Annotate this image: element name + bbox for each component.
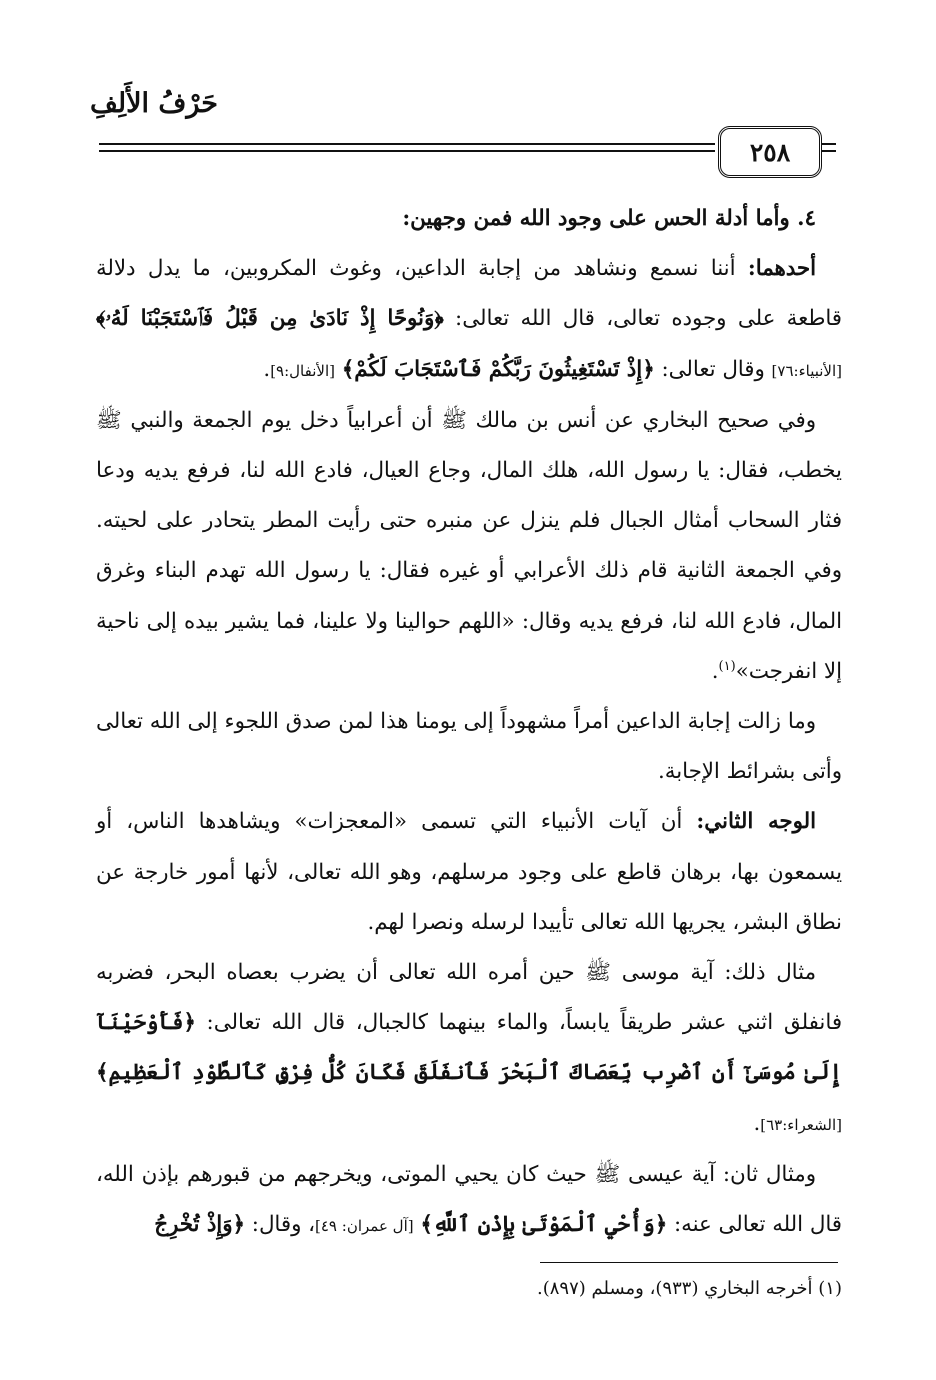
verse-reference: [الأنفال:٩] [270, 361, 335, 380]
punctuation: . [263, 356, 271, 382]
paragraph [96, 396, 842, 697]
paragraph-lead: الوجه الثاني: [696, 809, 816, 835]
footnote-divider [540, 1262, 838, 1263]
header-rule [99, 143, 715, 145]
punctuation: . [753, 1110, 761, 1136]
footnote: (١) أخرجه البخاري (٩٣٣)، ومسلم (٨٩٧). [537, 1278, 842, 1299]
section-heading: ٤. وأما أدلة الحس على وجود الله فمن وجهين: [402, 206, 816, 231]
chapter-title: حَرْفُ الأَلِفِ [89, 88, 218, 119]
paragraph-lead: أحدهما: [747, 256, 816, 282]
header-rule [822, 143, 836, 145]
paragraph-text: ومثال ثان: آية عيسى ﷺ حيث كان يحيي الموتى، ويخرجهم من قبورهم بإذن الله، قال الله تعالى عنه: [96, 1161, 842, 1238]
quran-verse: ﴿وَأُحْيِ ٱلْمَوْتَىٰ بِإِذْنِ ٱللَّهِ﴾ [420, 1212, 668, 1238]
header-rule [99, 150, 715, 152]
paragraph-text: مثال ذلك: آية موسى ﷺ حين أمره الله تعالى أن يضرب بعصاه البحر، فضربه فانفلق اثني عشر طريقاً يابساً، والماء بينهما كالجبال، قال الله تعالى: [96, 960, 842, 1036]
quran-verse: ﴿إِذْ تَسْتَغِيثُونَ رَبَّكُمْ فَٱسْتَجَابَ لَكُمْ﴾ [341, 356, 655, 382]
punctuation: . [711, 658, 719, 684]
paragraph [96, 244, 842, 396]
paragraph: وما زالت إجابة الداعين أمراً مشهوداً إلى يومنا هذا لمن صدق اللجوء إلى الله تعالى وأتى بشرائط الإجابة. [96, 709, 842, 785]
paragraph-text: أن آيات الأنبياء التي تسمى «المعجزات» ويشاهدها الناس، أو يسمعون بها، برهان قاطع على وجود مرسلهم، وهو الله تعالى، لأنها أمور خارجة عن نطاق البشر، يجريها الله تعالى تأييدا لرسله ونصرا لهم. [96, 809, 842, 935]
quran-verse: ﴿وَإِذْ تُخْرِجُ [154, 1212, 245, 1238]
verse-reference: [آل عمران: ٤٩] [315, 1217, 414, 1236]
page-number: ٢٥٨ [718, 126, 822, 178]
paragraph-text: وقال تعالى: [654, 356, 772, 382]
header-rule [822, 150, 836, 152]
verse-reference: [الشعراء:٦٣] [760, 1115, 842, 1134]
main-text [96, 194, 842, 1251]
verse-reference: [الأنبياء:٧٦] [771, 361, 842, 380]
paragraph-text: وفي صحيح البخاري عن أنس بن مالك ﷺ أن أعرابياً دخل يوم الجمعة والنبي ﷺ يخطب، فقال: يا رسول الله، هلك المال، وجاع العيال، فادع الله لنا، فرفع يديه ودعا فثار السحاب أمثال الجبال فلم ينزل عن منبره حتى رأيت المطر يتحادر على لحيته. وفي الجمعة الثانية قام ذلك الأعرابي أو غيره فقال: يا رسول الله تهدم البناء وغرق المال، فادع الله لنا، فرفع يديه وقال: «اللهم حوالينا ولا علينا، فما يشير بيده إلى ناحية إلا انفرجت» [96, 407, 842, 684]
paragraph-text: أننا نسمع ونشاهد من إجابة الداعين، وغوث المكروبين، ما يدل دلالة قاطعة على وجوده تعالى، قال الله تعالى: [96, 256, 842, 332]
paragraph [96, 948, 842, 1150]
paragraph-text: ، وقال: [245, 1212, 316, 1238]
quran-verse: ﴿وَنُوحًا إِذْ نَادَىٰ مِن قَبْلُ فَٱسْتَجَبْنَا لَهُۥ﴾ [96, 306, 444, 332]
paragraph [96, 797, 842, 948]
paragraph [96, 1150, 842, 1251]
quran-verse: ﴿فَأَوْحَيْنَآ إِلَىٰ مُوسَىٰٓ أَنِ ٱضْرِب بِّعَصَاكَ ٱلْبَحْرَ فَٱنفَلَقَ فَكَانَ كُلُّ فِرْقٍ كَٱلطَّوْدِ ٱلْعَظِيمِ﴾ [96, 1010, 842, 1086]
footnote-marker: (١) [718, 658, 736, 674]
